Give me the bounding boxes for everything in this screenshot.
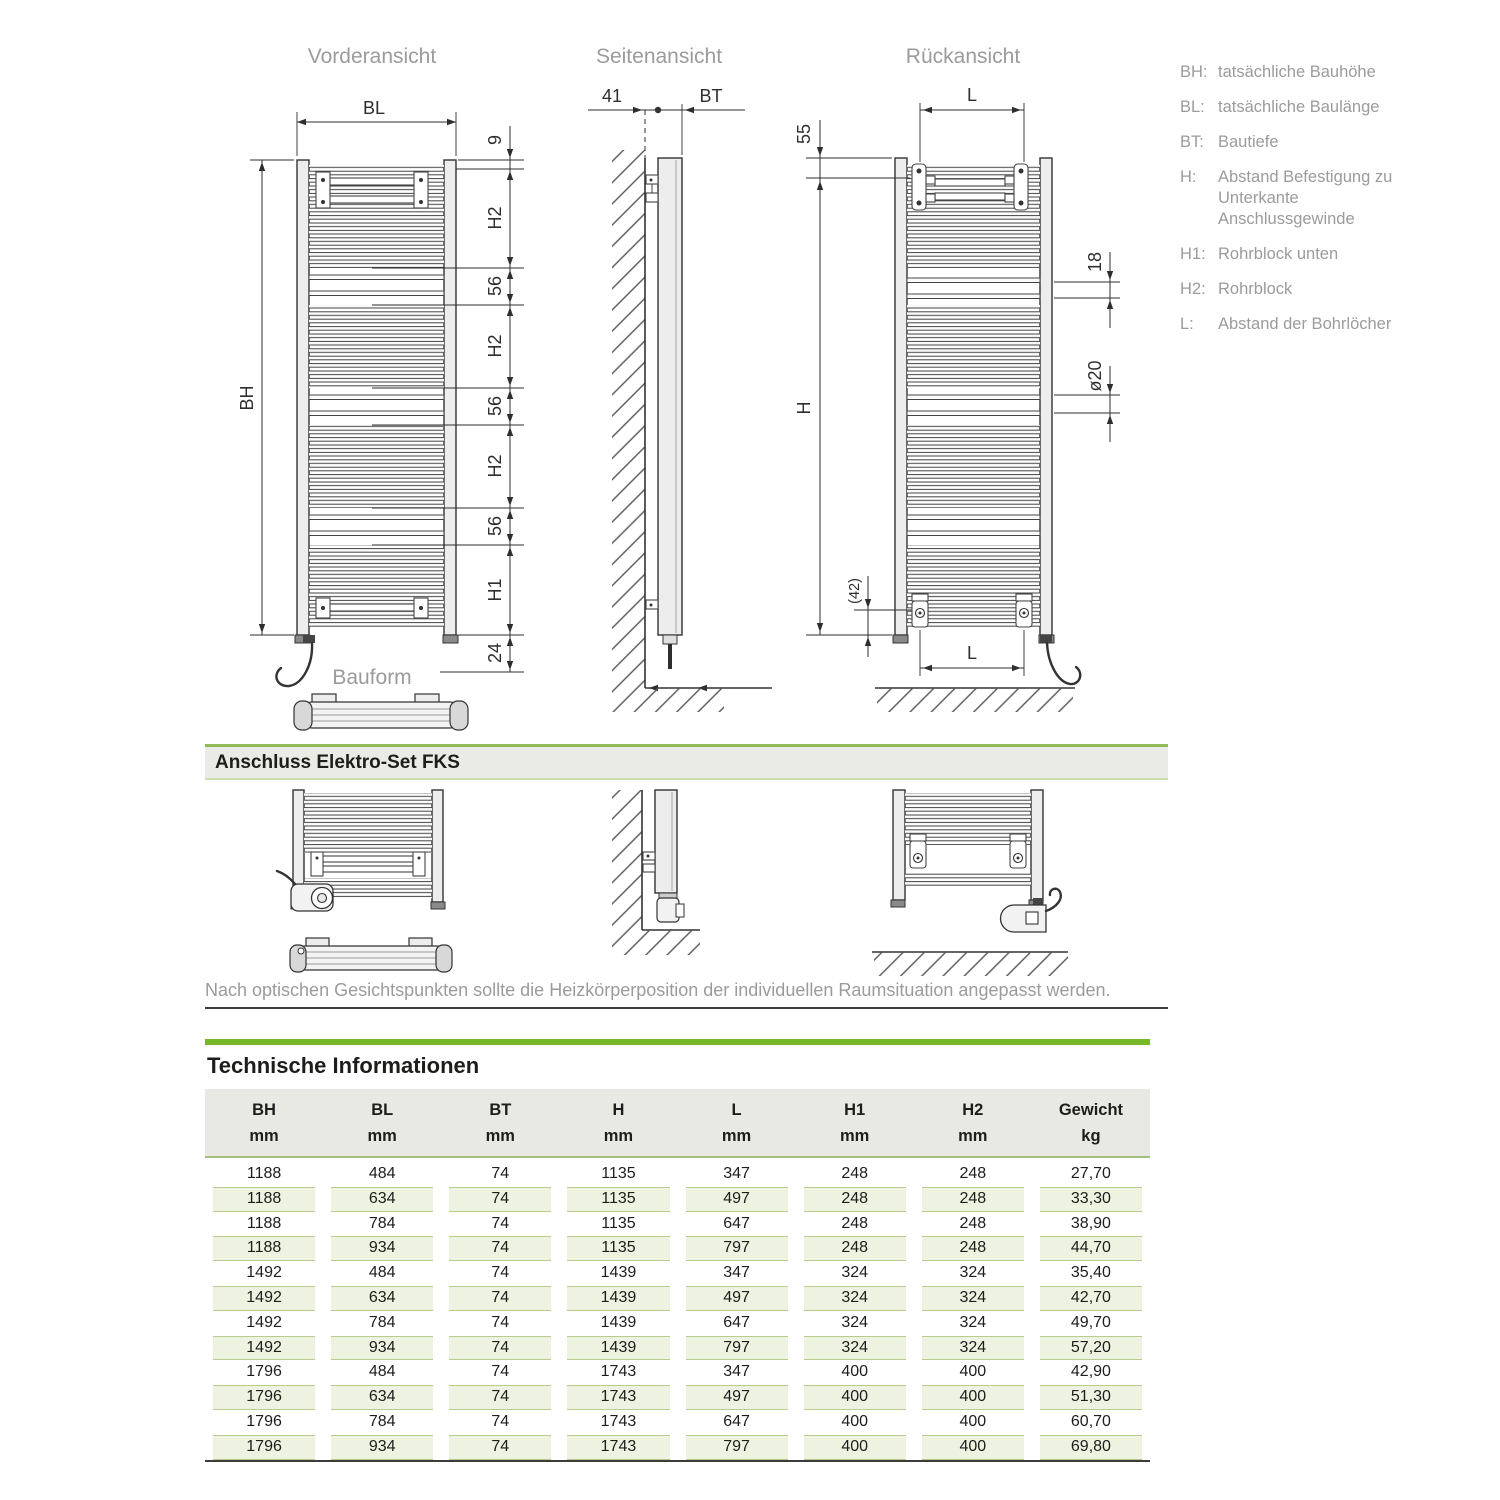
table-cell: 324 [796,1336,914,1361]
front-view-title: Vorderansicht [307,45,437,68]
rear-dim-18: 18 [1085,251,1105,273]
table-cell: 400 [841,1412,869,1430]
table-title: Technische Informationen [207,1053,480,1078]
side-bottom-bracket [646,600,658,609]
table-row [205,1360,1150,1385]
front-dim-h2: H2 [485,454,505,478]
side-dim-bt: BT [699,86,723,106]
heating-element [663,635,677,669]
front-dim-56: 56 [485,275,505,297]
table-cell: 74 [441,1336,559,1361]
rear-dim-h: H [794,401,814,415]
table-cell: 1796 [246,1363,282,1381]
column-header: BL mm [367,1101,397,1145]
side-dim-41: 41 [601,86,623,106]
table-cell: 248 [841,1214,869,1232]
table-row [205,1311,1150,1336]
table-cell: 74 [491,1264,510,1282]
table-cell: 74 [441,1385,559,1410]
table-cell: 484 [368,1363,396,1381]
rear-dim-42: (42) [847,578,863,604]
rear-dim-o20: ø20 [1085,360,1105,392]
legend-key: H1: [1180,245,1206,263]
table-cell: 497 [678,1286,796,1311]
column-header: H2 mm [958,1101,988,1145]
column-header: Gewicht kg [1058,1101,1124,1145]
table-cell: 1188 [205,1236,323,1261]
table-cell: 797 [678,1336,796,1361]
table-cell: 497 [678,1385,796,1410]
table-cell: 324 [841,1264,869,1282]
table-cell: 1743 [600,1363,637,1381]
table-row [205,1212,1150,1237]
table-cell: 74 [441,1286,559,1311]
table-cell: 1135 [601,1165,636,1182]
table-cell: 784 [368,1313,396,1331]
table-cell: 647 [723,1412,750,1430]
fks-front-drawing [277,790,452,972]
legend-key: BT: [1180,133,1204,151]
table-cell: 797 [678,1236,796,1261]
legend-text: Bautiefe [1218,133,1279,151]
column-header: H mm [603,1101,634,1145]
table-header-row [205,1089,1150,1158]
legend-item [1180,244,1438,265]
rear-dim-l: L [966,85,978,105]
table-cell: 400 [914,1385,1032,1410]
table-cell: 1743 [559,1435,677,1460]
table-row [205,1410,1150,1435]
front-dim-56: 56 [485,515,505,537]
front-dim-bh: BH [237,385,257,411]
table-cell: 248 [959,1165,987,1182]
table-cell: 74 [441,1236,559,1261]
table-cell: 38,90 [1070,1214,1111,1232]
table-row [205,1435,1150,1460]
table-cell: 248 [914,1187,1032,1212]
accent-bar [205,1039,1150,1045]
front-left-rail [297,160,309,635]
front-dim-24: 24 [485,642,505,664]
fks-control-unit [277,871,333,911]
table-cell: 934 [323,1435,441,1460]
table-cell: 797 [678,1435,796,1460]
table-row [205,1236,1150,1261]
table-cell: 647 [723,1214,750,1232]
front-dim-h2: H2 [485,334,505,358]
side-top-bracket [646,175,658,202]
column-header: BT mm [485,1101,515,1145]
rear-dim-55: 55 [794,123,814,145]
table-cell: 1492 [246,1313,282,1331]
technical-information-section [205,1039,1150,1462]
table-cell: 1188 [246,1165,282,1182]
table-row [205,1385,1150,1410]
table-cell: 1439 [600,1264,637,1282]
table-cell: 1796 [205,1435,323,1460]
table-cell: 400 [796,1385,914,1410]
table-cell: 248 [796,1187,914,1212]
table-cell: 74 [491,1165,510,1182]
table-cell: 934 [323,1236,441,1261]
section-divider [205,1007,1168,1009]
table-cell: 784 [368,1214,396,1232]
table-cell: 69,80 [1032,1435,1150,1460]
table-cell: 1188 [205,1187,323,1212]
legend-item [1180,132,1438,153]
table-cell: 324 [959,1313,987,1331]
front-dim-bl: BL [362,98,386,118]
anschluss-section-header: Anschluss Elektro-Set FKS [205,744,1168,780]
table-cell: 400 [796,1435,914,1460]
legend-text: Abstand Befestigung zu Unterkante Anschlussgewinde [1218,168,1393,228]
table-cell: 74 [491,1313,510,1331]
table-cell: 44,70 [1032,1236,1150,1261]
table-cell: 60,70 [1070,1412,1111,1430]
legend-key: H2: [1180,280,1206,298]
fks-rear-drawing [872,790,1068,976]
table-cell: 248 [914,1236,1032,1261]
table-cell: 1135 [601,1214,636,1232]
side-view-drawing [588,45,772,712]
bauform-label: Bauform [332,666,412,689]
table-row [205,1336,1150,1361]
table-cell: 1135 [559,1187,677,1212]
front-dim-h2: H2 [485,206,505,230]
table-cell: 934 [323,1336,441,1361]
table-cell: 49,70 [1070,1313,1111,1331]
table-cell: 400 [841,1363,869,1381]
table-cell: 74 [491,1214,510,1232]
floor-hatching [877,688,1073,712]
table-cell: 784 [368,1412,396,1430]
legend-item [1180,167,1438,230]
table-cell: 1135 [559,1236,677,1261]
table-cell: 634 [323,1286,441,1311]
rear-view-title: Rückansicht [905,45,1021,68]
table-body [205,1162,1150,1462]
table-row [205,1261,1150,1286]
front-right-rail [444,160,456,635]
table-cell: 324 [841,1313,869,1331]
table-cell: 400 [959,1363,987,1381]
table-row [205,1187,1150,1212]
table-cell: 74 [441,1187,559,1212]
table-cell: 27,70 [1070,1165,1111,1182]
front-view-drawing [237,45,524,730]
legend-item [1180,97,1438,118]
table-cell: 400 [914,1435,1032,1460]
table-cell: 248 [796,1236,914,1261]
table-cell: 1188 [246,1214,282,1232]
legend-text: tatsächliche Baulänge [1218,98,1380,116]
table-cell: 1796 [246,1412,282,1430]
table-cell: 324 [959,1264,987,1282]
legend [1180,62,1438,349]
legend-key: BH: [1180,63,1208,81]
table-cell: 1492 [205,1336,323,1361]
table-cell: 57,20 [1032,1336,1150,1361]
table-cell: 484 [368,1264,396,1282]
table-row [205,1162,1150,1187]
table-cell: 347 [723,1165,750,1182]
front-dim-56: 56 [485,395,505,417]
table-cell: 634 [323,1385,441,1410]
side-radiator-body [658,158,682,635]
note-text: Nach optischen Gesichtspunkten sollte die Heizkörperposition der individuellen Raumsituation angepasst werden. [205,980,1111,1000]
table-cell: 74 [491,1412,510,1430]
table-cell: 35,40 [1070,1264,1111,1282]
table-cell: 51,30 [1032,1385,1150,1410]
table-cell: 484 [368,1165,396,1182]
table-cell: 647 [723,1313,750,1331]
table-cell: 497 [678,1187,796,1212]
legend-key: L: [1180,315,1194,333]
legend-text: Rohrblock unten [1218,245,1339,263]
rear-view-drawing [794,45,1120,712]
table-cell: 634 [323,1187,441,1212]
rear-right-rail [1040,158,1052,635]
table-cell: 1492 [205,1286,323,1311]
table-cell: 248 [959,1214,987,1232]
legend-key: H: [1180,168,1197,186]
rear-left-rail [895,158,907,635]
table-cell: 1439 [559,1336,677,1361]
table-cell: 33,30 [1032,1187,1150,1212]
table-cell: 1743 [559,1385,677,1410]
table-row [205,1286,1150,1311]
column-header: BH mm [249,1101,279,1145]
legend-item [1180,314,1438,335]
floor-hatching [612,688,724,712]
table-cell: 248 [841,1165,869,1182]
table-cell: 400 [959,1412,987,1430]
fks-control-unit-side [657,893,684,922]
fks-side-drawing [612,790,700,955]
wall-hatching [612,150,645,688]
table-cell: 1743 [600,1412,637,1430]
table-cell: 1439 [600,1313,637,1331]
fks-profile-drawing [290,938,452,972]
rear-dim-l-bottom: L [966,643,978,663]
legend-key: BL: [1180,98,1205,116]
table-cell: 1439 [559,1286,677,1311]
table-cell: 347 [723,1264,750,1282]
front-dim-9: 9 [485,134,505,146]
table-cell: 42,90 [1070,1363,1111,1381]
bauform-profile-drawing [294,694,468,730]
front-dim-h1: H1 [485,578,505,602]
side-view-title: Seitenansicht [595,45,723,68]
table-cell: 324 [914,1286,1032,1311]
table-cell: 42,70 [1032,1286,1150,1311]
legend-text: Rohrblock [1218,280,1293,298]
legend-text: Abstand der Bohrlöcher [1218,315,1392,333]
legend-item [1180,279,1438,300]
legend-text: tatsächliche Bauhöhe [1218,63,1376,81]
table-cell: 74 [441,1435,559,1460]
table-cell: 324 [914,1336,1032,1361]
table-cell: 1492 [246,1264,282,1282]
table-cell: 1796 [205,1385,323,1410]
table-cell: 324 [796,1286,914,1311]
table-cell: 347 [723,1363,750,1381]
cable-hook [1040,635,1080,684]
column-header: H1 mm [840,1101,870,1145]
table-cell: 74 [491,1363,510,1381]
legend-item [1180,62,1438,83]
column-header: L mm [721,1101,752,1145]
